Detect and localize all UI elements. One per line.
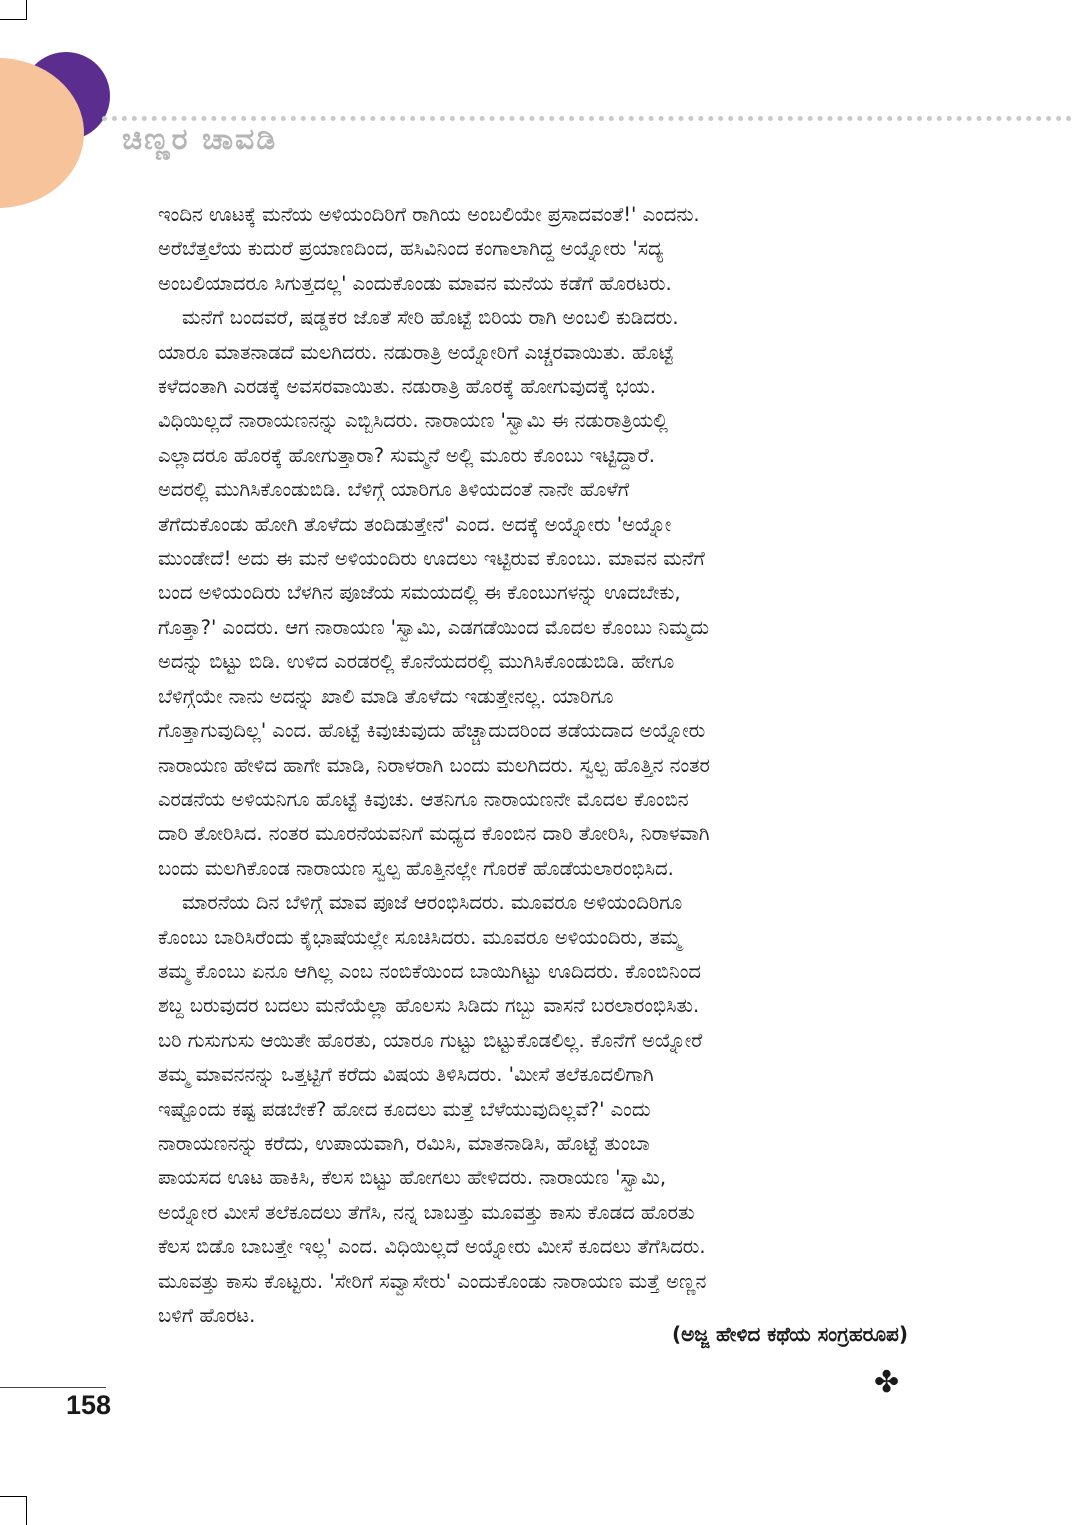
clover-end-icon: ✤ (874, 1365, 900, 1400)
story-line: ಬಂದ ಅಳಿಯಂದಿರು ಬೆಳಗಿನ ಪೂಜೆಯ ಸಮಯದಲ್ಲಿ ಈ ಕೊಂಬುಗಳನ್ನು ಊದಬೇಕು, (158, 581, 681, 605)
story-line: ಇಷ್ಟೊಂದು ಕಷ್ಟ ಪಡಬೇಕೆ? ಹೋದ ಕೂದಲು ಮತ್ತೆ ಬೆಳೆಯುವುದಿಲ್ಲವೆ?' ಎಂದು (158, 1097, 651, 1121)
footer-rule (0, 1387, 106, 1388)
crop-mark-bottom-left-vertical (26, 1496, 27, 1525)
story-line: ಬೆಳಿಗ್ಗೆಯೇ ನಾನು ಅದನ್ನು ಖಾಲಿ ಮಾಡಿ ತೊಳೆದು ಇಡುತ್ತೇನಲ್ಲ. ಯಾರಿಗೂ (158, 684, 614, 708)
story-line: ಕಳೆದಂತಾಗಿ ಎರಡಕ್ಕೆ ಅವಸರವಾಯಿತು. ನಡುರಾತ್ರಿ ಹೊರಕ್ಕೆ ಹೋಗುವುದಕ್ಕೆ ಭಯ. (158, 375, 656, 399)
story-line: ಅಂಬಲಿಯಾದರೂ ಸಿಗುತ್ತದಲ್ಲ' ಎಂದುಕೊಂಡು ಮಾವನ ಮನೆಯ ಕಡೆಗೆ ಹೊರಟರು. (158, 271, 672, 295)
story-line: ಯಾರೂ ಮಾತನಾಡದೆ ಮಲಗಿದರು. ನಡುರಾತ್ರಿ ಅಯ್ನೋರಿಗೆ ಎಚ್ಚರವಾಯಿತು. ಹೊಟ್ಟೆ (158, 340, 674, 364)
story-line: ಅಯ್ನೋರ ಮೀಸೆ ತಲೆಕೂದಲು ತೆಗೆಸಿ, ನನ್ನ ಬಾಬತ್ತು ಮೂವತ್ತು ಕಾಸು ಕೊಡದ ಹೊರತು (158, 1200, 695, 1224)
story-line: ಮನೆಗೆ ಬಂದವರೆ, ಷಡ್ಡಕರ ಜೊತೆ ಸೇರಿ ಹೊಟ್ಟೆ ಬಿರಿಯ ರಾಗಿ ಅಂಬಲಿ ಕುಡಿದರು. (182, 306, 679, 330)
section-title: ಚಿಣ್ಣರ ಚಾವಡಿ (122, 122, 278, 157)
story-line: ಮೂವತ್ತು ಕಾಸು ಕೊಟ್ಟರು. 'ಸೇರಿಗೆ ಸವ್ವಾಸೇರು' ಎಂದುಕೊಂಡು ನಾರಾಯಣ ಮತ್ತೆ ಅಣ್ಣನ (158, 1269, 707, 1293)
story-line: ಮಾರನೆಯ ದಿನ ಬೆಳಿಗ್ಗೆ ಮಾವ ಪೂಜೆ ಆರಂಭಿಸಿದರು. ಮೂವರೂ ಅಳಿಯಂದಿರಿಗೂ (182, 891, 683, 915)
story-line: ನಾರಾಯಣನನ್ನು ಕರೆದು, ಉಪಾಯವಾಗಿ, ರಮಿಸಿ, ಮಾತನಾಡಿಸಿ, ಹೊಟ್ಟೆ ತುಂಬಾ (158, 1131, 650, 1155)
story-line: ದಾರಿ ತೋರಿಸಿದ. ನಂತರ ಮೂರನೆಯವನಿಗೆ ಮಧ್ಯದ ಕೊಂಬಿನ ದಾರಿ ತೋರಿಸಿ, ನಿರಾಳವಾಗಿ (158, 822, 710, 846)
header-dotted-rule (102, 116, 1072, 121)
page-number: 158 (66, 1390, 112, 1420)
story-line: ತಮ್ಮ ಮಾವನನನ್ನು ಒತ್ತಟ್ಟಿಗೆ ಕರೆದು ವಿಷಯ ತಿಳಿಸಿದರು. 'ಮೀಸೆ ತಲೆಕೂದಲಿಗಾಗಿ (158, 1063, 654, 1087)
story-line: ಪಾಯಸದ ಊಟ ಹಾಕಿಸಿ, ಕೆಲಸ ಬಿಟ್ಟು ಹೋಗಲು ಹೇಳಿದರು. ನಾರಾಯಣ 'ಸ್ವಾಮಿ, (158, 1166, 667, 1190)
story-line: ಬರಿ ಗುಸುಗುಸು ಆಯಿತೇ ಹೊರತು, ಯಾರೂ ಗುಟ್ಟು ಬಿಟ್ಟುಕೊಡಲಿಲ್ಲ. ಕೊನೆಗೆ ಅಯ್ನೋರೆ (158, 1028, 703, 1052)
story-line: ಮುಂಡೇದೆ! ಅದು ಈ ಮನೆ ಅಳಿಯಂದಿರು ಊದಲು ಇಟ್ಟಿರುವ ಕೊಂಬು. ಮಾವನ ಮನೆಗೆ (158, 547, 705, 571)
story-line: ಕೆಲಸ ಬಿಡೊ ಬಾಬತ್ತೇ ಇಲ್ಲ' ಎಂದ. ವಿಧಿಯಿಲ್ಲದೆ ಅಯ್ನೋರು ಮೀಸೆ ಕೂದಲು ತೆಗೆಸಿದರು. (158, 1235, 706, 1259)
story-line: ಇಂದಿನ ಊಟಕ್ಕೆ ಮನೆಯ ಅಳಿಯಂದಿರಿಗೆ ರಾಗಿಯ ಅಂಬಲಿಯೇ ಪ್ರಸಾದವಂತೆ!' ಎಂದನು. (158, 203, 700, 226)
story-line: ಬಂದು ಮಲಗಿಕೊಂಡ ನಾರಾಯಣ ಸ್ವಲ್ಪ ಹೊತ್ತಿನಲ್ಲೇ ಗೊರಕೆ ಹೊಡೆಯಲಾರಂಭಿಸಿದ. (158, 856, 674, 880)
story-line: ವಿಧಿಯಿಲ್ಲದೆ ನಾರಾಯಣನನ್ನು ಎಬ್ಬಿಸಿದರು. ನಾರಾಯಣ 'ಸ್ವಾಮಿ ಈ ನಡುರಾತ್ರಿಯಲ್ಲಿ (158, 409, 669, 433)
crop-mark-top-left-horizontal (0, 19, 27, 20)
story-attribution: (ಅಜ್ಜ ಹೇಳಿದ ಕಥೆಯ ಸಂಗ್ರಹರೂಪ) (671, 1322, 908, 1346)
story-line: ನಾರಾಯಣ ಹೇಳಿದ ಹಾಗೇ ಮಾಡಿ, ನಿರಾಳರಾಗಿ ಬಂದು ಮಲಗಿದರು. ಸ್ವಲ್ಪ ಹೊತ್ತಿನ ನಂತರ (158, 753, 710, 777)
story-line: ತೆಗೆದುಕೊಂಡು ಹೋಗಿ ತೊಳೆದು ತಂದಿಡುತ್ತೇನೆ' ಎಂದ. ಅದಕ್ಕೆ ಅಯ್ನೋರು 'ಅಯ್ನೋ (158, 512, 672, 536)
story-line: ಎರಡನೆಯ ಅಳಿಯನಿಗೂ ಹೊಟ್ಟೆ ಕಿವುಚು. ಆತನಿಗೂ ನಾರಾಯಣನೇ ಮೊದಲ ಕೊಂಬಿನ (158, 787, 689, 811)
story-line: ತಮ್ಮ ಕೊಂಬು ಏನೂ ಆಗಿಲ್ಲ ಎಂಬ ನಂಬಿಕೆಯಿಂದ ಬಾಯಿಗಿಟ್ಟು ಊದಿದರು. ಕೊಂಬಿನಿಂದ (158, 959, 701, 983)
crop-mark-bottom-left-horizontal (0, 1496, 27, 1497)
story-line: ಗೊತ್ತಾಗುವುದಿಲ್ಲ' ಎಂದ. ಹೊಟ್ಟೆ ಕಿವುಚುವುದು ಹೆಚ್ಚಾದುದರಿಂದ ತಡೆಯದಾದ ಅಯ್ನೋರು (158, 719, 706, 743)
story-line: ಅರೆಬೆತ್ತಲೆಯ ಕುದುರೆ ಪ್ರಯಾಣದಿಂದ, ಹಸಿವಿನಿಂದ ಕಂಗಾಲಾಗಿದ್ದ ಅಯ್ನೋರು 'ಸದ್ಯ (158, 237, 664, 261)
story-line: ಬಳಿಗೆ ಹೊರಟ. (158, 1304, 256, 1327)
story-line: ಎಲ್ಲಾದರೂ ಹೊರಕ್ಕೆ ಹೋಗುತ್ತಾರಾ? ಸುಮ್ಮನೆ ಅಲ್ಲಿ ಮೂರು ಕೊಂಬು ಇಟ್ಟಿದ್ದಾರೆ. (158, 443, 655, 467)
story-body (158, 198, 918, 1333)
crop-mark-top-left-vertical (26, 0, 27, 20)
story-line: ಅದನ್ನು ಬಿಟ್ಟು ಬಿಡಿ. ಉಳಿದ ಎರಡರಲ್ಲಿ ಕೊನೆಯದರಲ್ಲಿ ಮುಗಿಸಿಕೊಂಡುಬಿಡಿ. ಹೇಗೂ (158, 650, 675, 674)
story-line: ಗೊತ್ತಾ?' ಎಂದರು. ಆಗ ನಾರಾಯಣ 'ಸ್ವಾಮಿ, ಎಡಗಡೆಯಿಂದ ಮೊದಲ ಕೊಂಬು ನಿಮ್ಮದು (158, 615, 710, 639)
story-line: ಕೊಂಬು ಬಾರಿಸಿರೆಂದು ಕೈಭಾಷೆಯಲ್ಲೇ ಸೂಚಿಸಿದರು. ಮೂವರೂ ಅಳಿಯಂದಿರು, ತಮ್ಮ (158, 925, 681, 949)
story-line: ಅದರಲ್ಲಿ ಮುಗಿಸಿಕೊಂಡುಬಿಡಿ. ಬೆಳಿಗ್ಗೆ ಯಾರಿಗೂ ತಿಳಿಯದಂತೆ ನಾನೇ ಹೊಳೆಗೆ (158, 478, 630, 502)
story-line: ಶಬ್ದ ಬರುವುದರ ಬದಲು ಮನೆಯೆಲ್ಲಾ ಹೊಲಸು ಸಿಡಿದು ಗಬ್ಬು ವಾಸನೆ ಬರಲಾರಂಭಿಸಿತು. (158, 994, 700, 1018)
